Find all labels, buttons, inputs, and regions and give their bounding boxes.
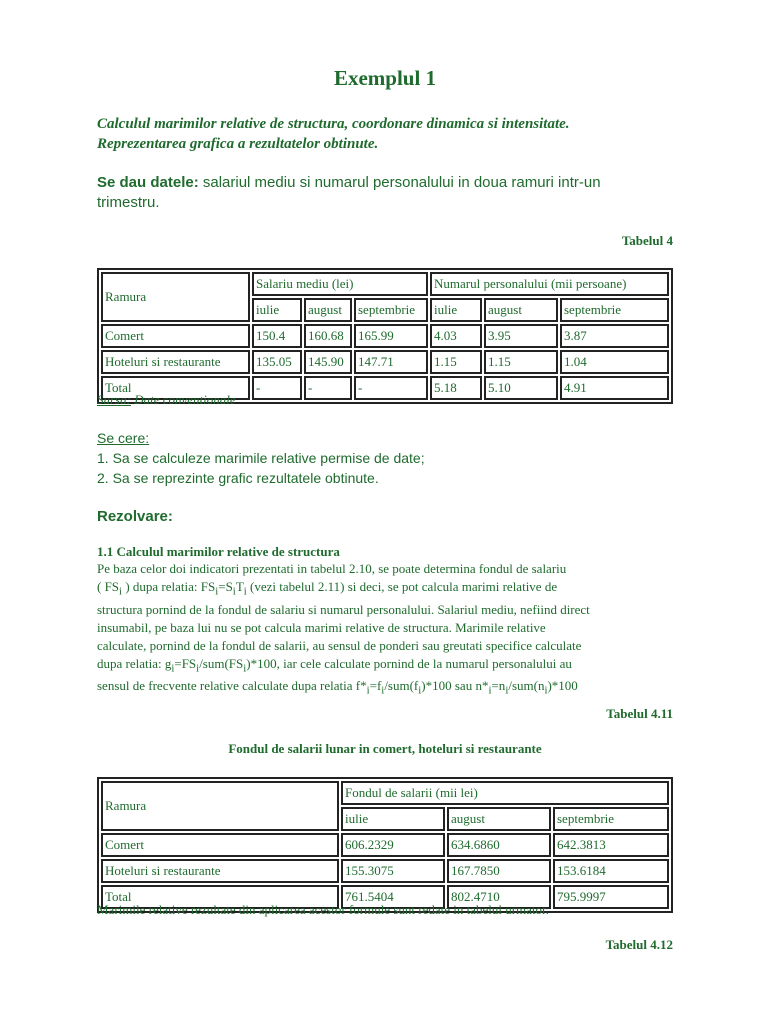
cell: 761.5404 — [341, 885, 445, 909]
text: /sum(FS — [199, 655, 244, 671]
cell: 634.6860 — [447, 833, 551, 857]
header-ramura: Ramura — [101, 272, 250, 322]
paragraph-line: calculate, pornind de la fondul de salarii, au sensul de ponderi sau greutati specifice calculate — [97, 637, 582, 653]
cell: 4.03 — [430, 324, 482, 348]
cell: - — [304, 376, 352, 400]
page-title: Exemplul 1 — [333, 66, 437, 90]
cell: 5.10 — [484, 376, 558, 400]
source-text: Date conventionale — [130, 392, 236, 407]
requirement-item: 2. Sa se reprezinte grafic rezultatele obtinute. — [97, 470, 379, 486]
row-name: Total — [101, 376, 250, 400]
source-note — [97, 392, 236, 408]
cell: 4.91 — [560, 376, 669, 400]
text: (vezi tabelul 2.11) si deci, se pot calcula marimi relative de — [246, 579, 558, 594]
text: ( FS — [97, 579, 120, 594]
subscript: i — [505, 684, 509, 697]
cell: 802.4710 — [447, 885, 551, 909]
given-text: salariul mediu si numarul personalului in doua ramuri intr-un trimestru. — [97, 174, 601, 211]
cell: 153.6184 — [553, 859, 669, 883]
subscript: i — [366, 684, 370, 697]
section-title: 1.1 Calculul marimilor relative de structura — [97, 544, 340, 559]
row-name: Total — [101, 885, 339, 909]
requirements-label: Se cere: — [97, 430, 150, 446]
cell: 606.2329 — [341, 833, 445, 857]
given-label: Se dau datele: — [97, 174, 199, 191]
intro-line-2: Reprezentarea grafica a rezultatelor obtinute. — [97, 136, 379, 152]
cell: 3.95 — [484, 324, 558, 348]
cell: 5.18 — [430, 376, 482, 400]
header-fond-salarii: Fondul de salarii (mii lei) — [341, 781, 669, 805]
table-4-11 — [97, 777, 673, 913]
table-4-11-caption: Fondul de salarii lunar in comert, hoteluri si restaurante — [228, 741, 542, 756]
paragraph-line — [97, 578, 673, 601]
cell: 1.04 — [560, 350, 669, 374]
text: )*100, iar cele calculate pornind de la numarul personalului au — [246, 655, 572, 671]
header-month: iulie — [341, 807, 445, 831]
header-month: iulie — [252, 298, 302, 322]
cell: - — [252, 376, 302, 400]
cell: 135.05 — [252, 350, 302, 374]
cell: 1.15 — [484, 350, 558, 374]
subscript: i — [232, 585, 236, 598]
header-salariu-mediu: Salariu mediu (lei) — [252, 272, 428, 296]
cell: 147.71 — [354, 350, 428, 374]
given-data-paragraph — [97, 173, 657, 213]
intro-line-1: Calculul marimilor relative de structura, coordonare dinamica si intensitate. — [97, 116, 570, 132]
subscript: i — [196, 662, 200, 675]
table-row — [101, 324, 669, 348]
subscript: i — [243, 662, 247, 675]
header-month: septembrie — [553, 807, 669, 831]
subscript: i — [119, 585, 123, 598]
subscript: i — [488, 684, 492, 697]
requirements — [97, 428, 425, 488]
header-month: septembrie — [354, 298, 428, 322]
paragraph-line — [97, 655, 673, 678]
cell: 160.68 — [304, 324, 352, 348]
source-label: Sursa: — [97, 392, 131, 407]
subscript: i — [544, 684, 548, 697]
subscript: i — [381, 684, 385, 697]
cell: 167.7850 — [447, 859, 551, 883]
table-4-label: Tabelul 4 — [621, 233, 673, 248]
header-numar-personal: Numarul personalului (mii persoane) — [430, 272, 669, 296]
table-row — [101, 350, 669, 374]
subscript: i — [243, 585, 247, 598]
text: =f — [369, 678, 382, 694]
cell: 1.15 — [430, 350, 482, 374]
cell: 3.87 — [560, 324, 669, 348]
requirement-item: 1. Sa se calculeze marimile relative permise de date; — [97, 450, 425, 466]
cell: 145.90 — [304, 350, 352, 374]
text: /sum(f — [384, 678, 419, 694]
header-ramura: Ramura — [101, 781, 339, 831]
table-4-12-label: Tabelul 4.12 — [605, 937, 673, 952]
table-row — [101, 833, 669, 857]
subscript: i — [171, 662, 175, 675]
row-name: Comert — [101, 833, 339, 857]
header-month: august — [304, 298, 352, 322]
header-month: august — [447, 807, 551, 831]
section-paragraph — [97, 560, 673, 700]
subscript: i — [418, 684, 422, 697]
table-4-11-label: Tabelul 4.11 — [606, 706, 673, 721]
results-note: Marimile relative rezultate din aplicarea acestor formule sunt redate in tabelul urmator. — [97, 902, 549, 917]
text: sensul de frecvente relative calculate dupa relatia f* — [97, 678, 367, 694]
text: ) dupa relatia: FS — [122, 579, 216, 594]
text: T — [235, 579, 244, 594]
cell: 795.9997 — [553, 885, 669, 909]
text: =S — [218, 579, 233, 594]
cell: 165.99 — [354, 324, 428, 348]
table-row — [101, 859, 669, 883]
text: /sum(n — [508, 678, 545, 694]
row-name: Hoteluri si restaurante — [101, 859, 339, 883]
paragraph-line: insumabil, pe baza lui nu se pot calcula marimi relative de structura. Marimile relative — [97, 619, 546, 635]
row-name: Comert — [101, 324, 250, 348]
paragraph-line — [97, 677, 673, 700]
resolution-heading: Rezolvare: — [97, 508, 173, 525]
text: )*100 — [547, 678, 578, 694]
header-month: septembrie — [560, 298, 669, 322]
intro-text — [97, 114, 570, 154]
cell: - — [354, 376, 428, 400]
cell: 155.3075 — [341, 859, 445, 883]
text: )*100 sau n* — [421, 678, 489, 694]
row-name: Hoteluri si restaurante — [101, 350, 250, 374]
cell: 642.3813 — [553, 833, 669, 857]
paragraph-line: structura pornind de la fondul de salariu si numarul personalului. Salariul mediu, nefiind direct — [97, 601, 590, 617]
subscript: i — [215, 585, 219, 598]
text: =FS — [174, 655, 197, 671]
header-month: august — [484, 298, 558, 322]
paragraph-line: Pe baza celor doi indicatori prezentati in tabelul 2.10, se poate determina fondul de salariu — [97, 561, 567, 576]
table-4 — [97, 268, 673, 404]
text: dupa relatia: g — [97, 655, 172, 671]
cell: 150.4 — [252, 324, 302, 348]
text: =n — [491, 678, 506, 694]
header-month: iulie — [430, 298, 482, 322]
